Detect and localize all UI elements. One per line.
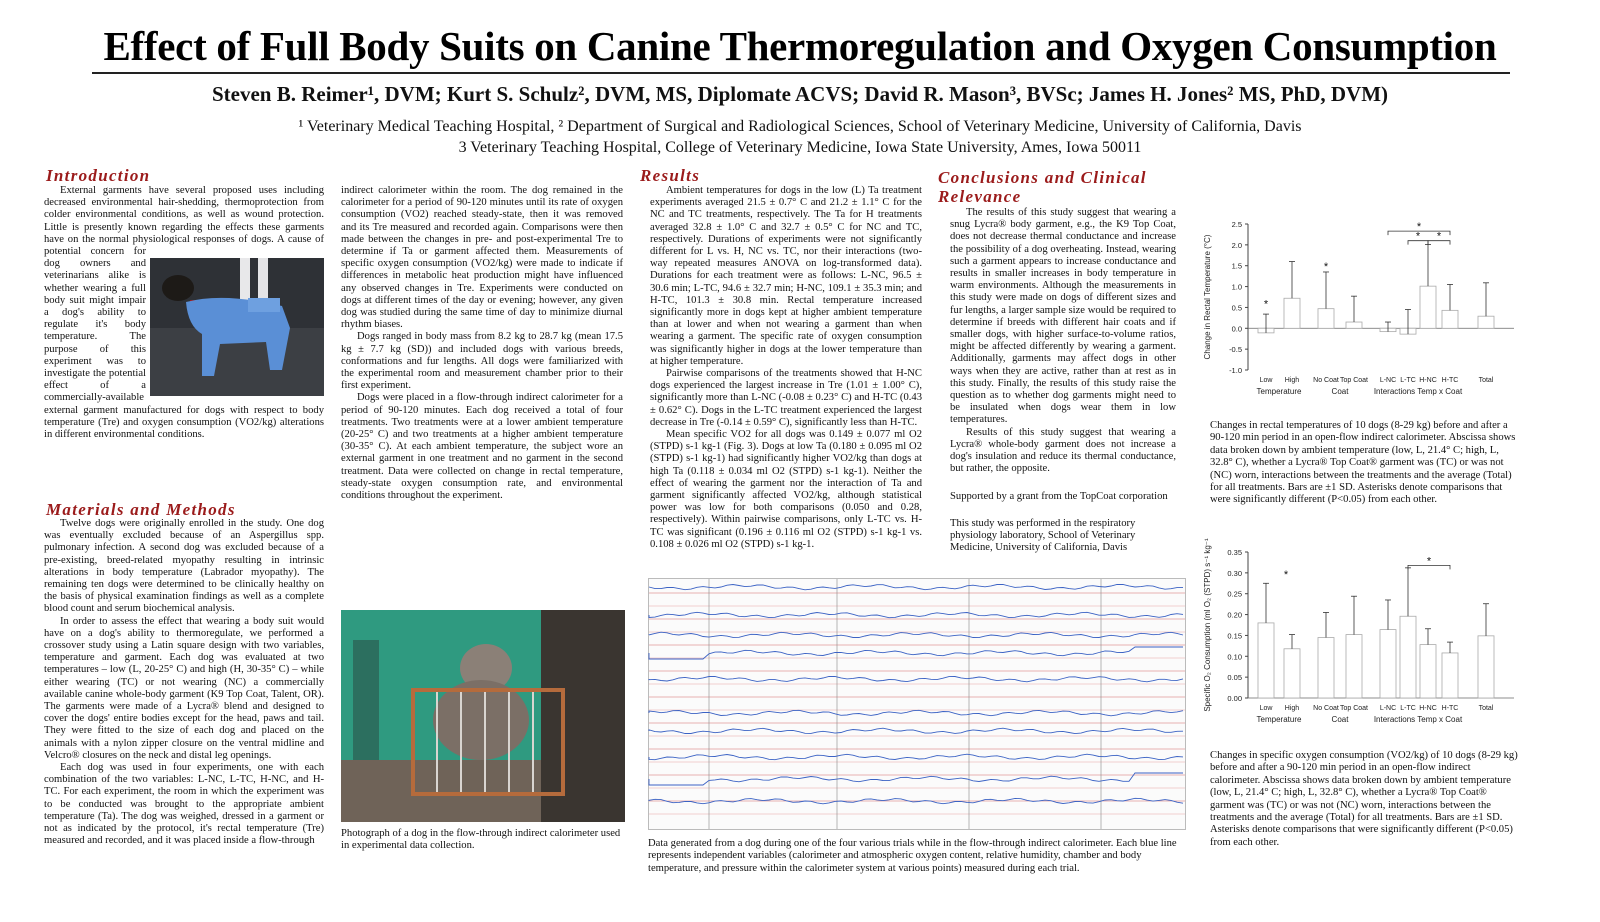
y-axis-label: Change in Rectal Temperature (°C) [1203,234,1212,360]
methods-paragraph-1: Twelve dogs were originally enrolled in the study. One dog was eventually excluded because of an Aspergillus spp. pulmonary infection. A second dog was excluded because of a pre-existing, breed-related myopathy resulting in intrinsic alterations in body temperature (Labrador myopathy). The remaining ten dogs were determined to be clinically healthy on the basis of physical examination findings as well as a complete blood count and serum biochemical analysis. [44,518,324,615]
bar-Total [1478,636,1494,698]
results-heading: Results [640,166,701,185]
x-group-label: Coat [1331,715,1349,724]
y-tick-label: 2.5 [1231,220,1242,229]
introduction-heading: Introduction [46,166,151,185]
x-group-label: Interactions Temp x Coat [1373,387,1463,396]
y-tick-label: 0.0 [1231,324,1242,334]
y-tick-label: 0.30 [1227,568,1242,578]
bar-Top Coat [1346,322,1362,328]
bar-L-TC [1400,616,1416,698]
significance-asterisk: * [1426,555,1432,568]
results-paragraph-1: Ambient temperatures for dogs in the low (L) Ta treatment experiments averaged 21.5 ± 0.7° C and 21.2 ± 1.1° C for the NC and TC treatments, respectively. The Ta for H treatments averaged 32.8 ± 1.0° C and 32.7 ± 0.5° C for NC and TC, respectively. Durations of experiments were not significantly different for L vs. H, NC vs. TC, nor their interactions (two-way repeated measures ANOVA on log-transformed data). Durations for each treatment were as follows: L-NC, 96.5 ± 30.6 min; L-TC, 94.6 ± 32.7 min; H-NC, 109.1 ± 35.3 min; and H-TC, 101.3 ± 30.8 min. Rectal temperature increased significantly more in dogs kept at higher ambient temperature than at lower and when not wearing a garment than when wearing a garment. The specific rate of oxygen consumption was significantly higher in dogs at the lower temperature than at higher temperature. [650,185,922,367]
significance-asterisk: * [1436,230,1442,243]
bar-No Coat [1318,309,1334,329]
methods-continued-paragraph: indirect calorimeter within the room. The dog remained in the calorimeter for a period of 90-120 minutes until its rate of oxygen consumption (VO2) reached steady-state, then it was removed and its Tre measured and recorded again. Comparisons were then made between the changes in pre- and post-experimental Tre to determine if Ta or garment affected them. Measurements of specific oxygen consumption (VO2/kg) were made to indicate if differences in metabolic heat production might have influenced any observed changes in Tre. Experiments were conducted on dogs at different times of the day or evening; however, any given dog was studied during the same time of day to minimize diurnal rhythm biases. [341,185,623,331]
conclusions-paragraph-2: Results of this study suggest that wearing a Lycra® whole-body garment does not increase a dog's insulation and reduce its thermal conductance, but rather, the opposite. [950,426,1176,475]
x-tick-label: No Coat [1313,377,1339,384]
significance-asterisk: * [1415,230,1421,243]
grant-acknowledgement: Supported by a grant from the TopCoat corporation [950,491,1168,502]
affiliation-line-1: ¹ Veterinary Medical Teaching Hospital, ² Department of Surgical and Radiological Sciences, School of Veterinary Medicine, University of California, Davis [298,118,1302,135]
x-group-label: Temperature [1256,715,1302,724]
significance-asterisk: * [1263,298,1269,311]
results-body [650,185,922,567]
bar-H-NC [1420,645,1436,698]
bar-High [1284,649,1300,698]
y-tick-label: 0.35 [1227,548,1242,557]
conclusions-paragraph-1: The results of this study suggest that wearing a snug Lycra® body garment, e.g., the K9 Top Coat, does not decrease thermal conductance and increase the possibility of a dog overheating. Instead, wearing such a garment appears to increase conductance and results in smaller increases in body temperature in warm environments. Although the measurements in this study were made on dogs of different sizes and fur lengths, a larger sample size would be required to determine if breeds with different hair coats and if smaller dogs, with higher surface-to-volume ratios, might be affected differently by wearing a garment. Additionally, garments may affect dogs in other ways when they are active, rather than at rest as in this study. Finally, the results of this study raise the question as to whether dog garments might need to be insulated when dogs wear them in low temperatures. [950,207,1176,426]
x-tick-label: No Coat [1313,705,1339,712]
trace-line [649,676,1183,681]
trace-line [649,584,1183,589]
significance-asterisk: * [1416,221,1422,234]
results-paragraph-2: Pairwise comparisons of the treatments showed that H-NC dogs experienced the largest increase in Tre (1.01 ± 1.00° C), significantly more than L-NC (-0.08 ± 0.23° C) and H-TC (0.43 ± 0.62° C). Dogs in the L-TC treatment experienced the largest decrease in Tre (-0.14 ± 0.59° C), significantly less than H-TC. [650,368,922,428]
rectal-temperature-chart [1196,212,1526,416]
trace-line [649,612,1183,617]
x-group-label: Temperature [1256,387,1302,396]
rectal-temperature-chart-caption: Changes in rectal temperatures of 10 dogs (8-29 kg) before and after a 90-120 min period in an open-flow indirect calorimeter. Abscissa shows data broken down by ambient temperature (low, L, 21.4° C; high, L, 32.8° C), whether a Lycra® Top Coat® garment was (TC) or was not (NC) worn, interactions between the treatments and the average (Total) for all treatments. Bars are ±1 SD. Asterisks denote comparisons that were significantly different (P<0.05) from each other. [1210,420,1516,506]
x-tick-label: Total [1478,377,1494,384]
y-tick-label: -1.0 [1229,366,1242,375]
poster-title: Effect of Full Body Suits on Canine Thermoregulation and Oxygen Consumption [103,23,1497,69]
y-tick-label: -0.5 [1229,345,1242,355]
bar-H-TC [1442,653,1458,698]
methods-paragraph-3: Each dog was used in four experiments, one with each combination of the two variables: L-NC, L-TC, H-NC, and H-TC. For each experiment, the room in which the experiment was to be conducted was brought to the appropriate ambient temperature (Ta). The dog was weighed, dressed in a garment or not as indicated by the protocol, it's rectal temperature (Tre) measured and recorded, and it was placed inside a flow-through [44,762,324,847]
methods-heading: Materials and Methods [46,500,236,519]
calorimeter-photo [341,610,625,822]
calorimeter-photo-caption: Photograph of a dog in the flow-through indirect calorimeter used in experimental data collection. [341,828,621,852]
x-group-label: Coat [1331,387,1349,396]
methods-body-col1 [44,518,324,866]
y-tick-label: 0.20 [1227,610,1242,620]
trace-line [649,710,1183,716]
calorimeter-data-trace [648,578,1186,830]
trace-line [649,754,1183,760]
title-divider [92,72,1510,74]
x-tick-label: H-TC [1441,377,1459,384]
y-tick-label: 2.0 [1231,240,1242,250]
trace-line [649,632,1183,637]
x-tick-label: L-TC [1400,377,1416,384]
methods-protocol-paragraph: Dogs were placed in a flow-through indirect calorimeter for a period of 90-120 minutes. Each dog received a total of four treatments. Two treatments were at a lower ambient temperature (20-25° C) and two treatments at a higher ambient temperature (30-35° C). At each ambient temperature, the subject wore an external garment in one treatment and no garment in the second treatment. Data were collected on change in rectal temperature, steady-state oxygen consumption rate, and environmental conditions throughout the experiment. [341,392,623,502]
x-tick-label: Top Coat [1339,377,1369,384]
y-tick-label: 0.05 [1227,673,1242,683]
bar-H-NC [1420,286,1436,328]
bar-Low [1258,623,1274,698]
x-tick-label: Low [1259,705,1273,712]
x-tick-label: Low [1259,377,1273,384]
trace-line [649,728,1183,733]
conclusions-heading: Conclusions and Clinical Relevance [938,168,1147,206]
x-tick-label: H-TC [1441,705,1459,712]
affiliation-line-2: 3 Veterinary Teaching Hospital, College of Veterinary Medicine, Iowa State University, Ames, Iowa 50011 [458,139,1142,156]
y-tick-label: 0.10 [1227,652,1242,662]
x-tick-label: H-NC [1419,377,1437,384]
x-tick-label: L-NC [1379,705,1397,712]
methods-dog-mass-paragraph: Dogs ranged in body mass from 8.2 kg to 28.7 kg (mean 17.5 kg ± 7.7 kg (SD)) and included dogs with various breeds, conformations and fur lengths. All dogs were familiarized with the experimental room and measurement chamber prior to their first experiment. [341,331,623,392]
y-axis-label: Specific O₂ Consumption (ml O₂ (STPD) s⁻¹ kg⁻¹ [1203,538,1212,712]
oxygen-consumption-chart [1196,540,1526,744]
x-tick-label: L-NC [1379,377,1397,384]
x-tick-label: L-TC [1400,705,1416,712]
significance-asterisk: * [1283,568,1289,581]
y-tick-label: 1.5 [1231,261,1242,271]
oxygen-consumption-chart-caption: Changes in specific oxygen consumption (VO2/kg) of 10 dogs (8-29 kg) before and after a 90-120 min period in an open-flow indirect calorimeter. Abscissa shows data broken down by ambient temperature (low, L, 21.4° C; high, L, 32.8° C), whether a Lycra® Top Coat® garment was (TC) or was not (NC) worn, interactions between the treatments and the average (Total) for all treatments. Bars are ±1 SD. Asterisks denote comparisons that were significantly different (P<0.05) from each other. [1210,750,1518,848]
y-tick-label: 0.25 [1227,589,1242,599]
y-tick-label: 0.5 [1231,303,1242,313]
bar-Top Coat [1346,635,1362,698]
results-paragraph-3: Mean specific VO2 for all dogs was 0.149 ± 0.077 ml O2 (STPD) s-1 kg-1 (Fig. 3). Dogs at low Ta (0.180 ± 0.095 ml O2 (STPD) s-1 kg-1) had significantly higher VO2/kg than dogs at high Ta (0.118 ± 0.034 ml O2 (STPD) s-1 kg-1). Neither the effect of wearing the garment nor the interaction of Ta and garment significantly affected VO2/kg, although statistical power was low for both comparisons (0.050 and 0.28, respectively). Within pairwise comparisons, only L-TC vs. H-TC was significant (0.196 ± 0.116 ml O2 (STPD) s-1 kg-1 vs. 0.108 ± 0.026 ml O2 (STPD) s-1 kg-1. [650,429,922,550]
trace-line [649,647,1183,659]
data-trace-caption: Data generated from a dog during one of the four various trials while in the flow-through indirect calorimeter. Each blue line represents independent variables (calorimeter and atmospheric oxygen content, relative humidity, chamber and body temperature, and pressure within the calorimeter system at various points) measured during each trial. [648,838,1177,874]
significance-asterisk: * [1323,260,1329,273]
introduction-body [44,185,324,480]
methods-paragraph-2: In order to assess the effect that wearing a body suit would have on a dog's ability to thermoregulate, we performed a crossover study using a Latin square design with two variables, temperature and garment. Each dog was evaluated at two temperatures – low (L, 20-25° C) and high (H, 30-35° C) – while either wearing (TC) or not wearing (NC) a commercially available canine whole-body garment (K9 Top Coat, Talent, OR). The garments were made of a Lycra® blend and designed to cover the dogs' entire bodies except for the head, paws and tail. They were fitted to the size of each dog and placed on the animals with a nylon zipper closure on the ventral midline and Velcro® closures on the neck and distal leg openings. [44,615,324,761]
y-tick-label: 0.15 [1227,631,1242,641]
x-group-label: Interactions Temp x Coat [1373,715,1463,724]
lab-acknowledgement: This study was performed in the respiratory physiology laboratory, School of Veterinary Medicine, University of California, Davis [950,518,1136,554]
bar-L-NC [1380,630,1396,698]
methods-body-col2 [341,185,623,587]
bar-H-TC [1442,310,1458,328]
x-tick-label: Top Coat [1339,705,1369,712]
bar-Total [1478,316,1494,328]
x-tick-label: Total [1478,705,1494,712]
x-tick-label: High [1284,377,1300,384]
bar-High [1284,298,1300,328]
x-tick-label: High [1284,705,1300,712]
introduction-paragraph: External garments have several proposed uses including decreased environmental hair-shedding, thermoprotection from colder environmental conditions, as well as wound protection. Little is presently known regarding the effects these garments have on the normal physiological responses of dogs. A cause of potential concern for dog owners and veterinarians alike is whether wearing a full body suit might impair a dog's ability to regulate it's body temperature. The purpose of this experiment was to investigate the potential effect of a commercially-available external garment manufactured for dogs with respect to body temperature (Tre) and oxygen consumption (VO2/kg) alterations in different environmental conditions. [44,185,324,441]
y-tick-label: 0.00 [1227,694,1242,703]
bar-No Coat [1318,638,1334,698]
x-tick-label: H-NC [1419,705,1437,712]
y-tick-label: 1.0 [1231,282,1242,292]
conclusions-body [950,207,1176,475]
author-list: Steven B. Reimer¹, DVM; Kurt S. Schulz², DVM, MS, Diplomate ACVS; David R. Mason³, BVSc; James H. Jones² MS, PhD, DVM) [211,82,1389,106]
